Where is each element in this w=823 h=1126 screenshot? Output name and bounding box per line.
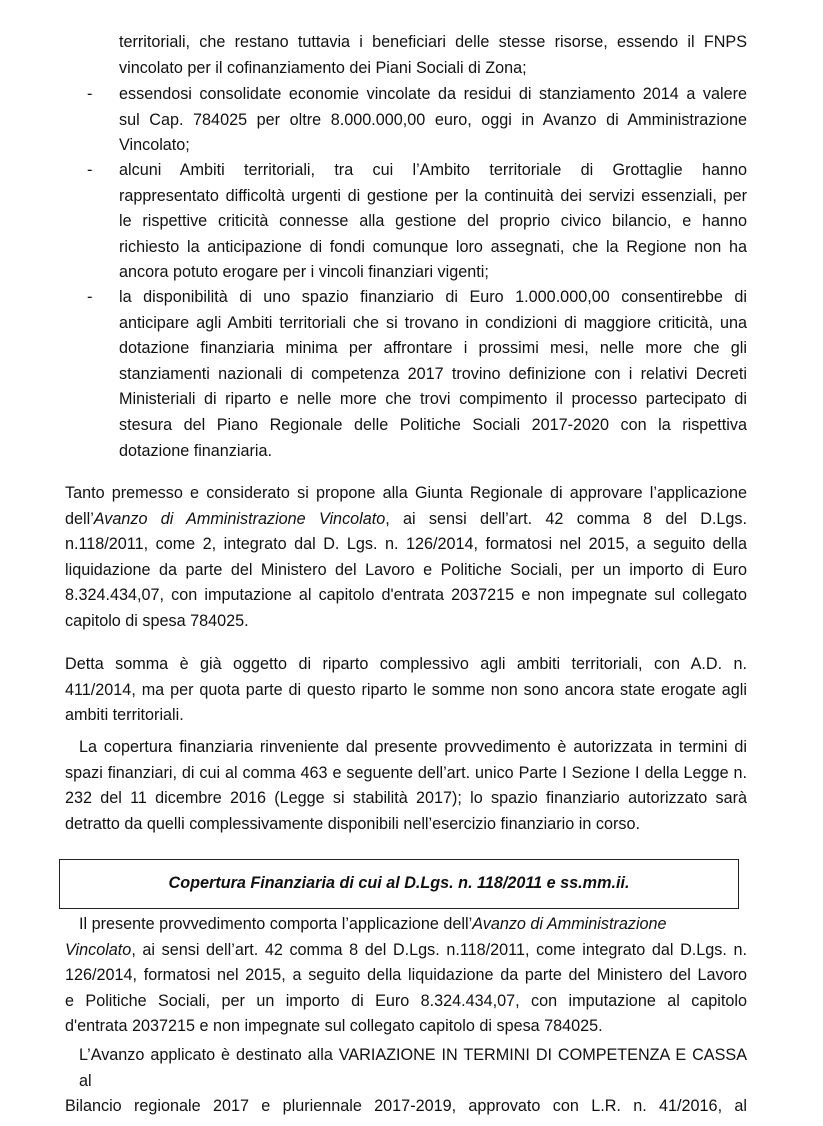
bullet-item — [87, 285, 747, 464]
bullet-item — [87, 82, 747, 159]
section-heading-box — [59, 859, 739, 909]
text-line: capitolo di spesa 784025. — [65, 611, 249, 630]
text-line: richiesto la anticipazione di fondi comunque loro assegnati, che la Regione non ha — [119, 237, 747, 256]
text-line — [65, 938, 747, 964]
text-segment: Il presente provvedimento comporta l’applicazione dell’ — [79, 915, 473, 933]
text-line: liquidazione da parte del Ministero del Lavoro e Politiche Sociali, per un importo di Euro — [65, 560, 747, 579]
text-line: Bilancio regionale 2017 e pluriennale 2017-2019, approvato con L.R. n. 41/2016, al — [65, 1097, 747, 1116]
bullet-text — [119, 158, 747, 286]
bullet-item — [87, 158, 747, 286]
text-line: sul Cap. 784025 per oltre 8.000.000,00 euro, oggi in Avanzo di Amministrazione — [119, 110, 747, 129]
bullet-dash: - — [87, 161, 93, 179]
text-line: le rispettive criticità connesse alla gestione del proprio civico bilancio, e hanno — [119, 212, 747, 231]
section-heading: Copertura Finanziaria di cui al D.Lgs. n. 118/2011 e ss.mm.ii. — [168, 874, 630, 892]
text-line: alcuni Ambiti territoriali, tra cui l’Ambito territoriale di Grottaglie hanno — [119, 161, 747, 179]
text-line: territoriali, che restano tuttavia i beneficiari delle stesse risorse, essendo il FNPS — [119, 33, 747, 51]
text-line: ancora potuto erogare per i vincoli finanziari vigenti; — [119, 263, 489, 282]
paragraph-financial-coverage — [65, 912, 747, 1040]
text-line: anticipare agli Ambiti territoriali che si trovano in condizioni di maggiore criticità, una — [119, 313, 747, 332]
text-line: 126/2014, formatosi nel 2015, a seguito della liquidazione da parte del Ministero del Lavoro — [65, 966, 747, 985]
text-line — [65, 912, 747, 938]
bullet-dash: - — [87, 85, 93, 103]
paragraph-proposal — [65, 481, 747, 635]
text-line: d'entrata 2037215 e non impegnate sul collegato capitolo di spesa 784025. — [65, 1017, 603, 1036]
text-line: dotazione finanziaria minima per affrontare i prossimi mesi, nelle more che gli — [119, 339, 747, 358]
text-line: stesura del Piano Regionale delle Politiche Sociali 2017-2020 con la rispettiva — [119, 415, 747, 434]
text-line: L’Avanzo applicato è destinato alla VARIAZIONE IN TERMINI DI COMPETENZA E CASSA al — [79, 1046, 747, 1090]
text-line: stanziamenti nazionali di competenza 2017 trovino definizione con i relativi Decreti — [119, 364, 747, 383]
emphasis-text: Vincolato — [65, 940, 132, 959]
text-line: vincolato per il cofinanziamento dei Piani Sociali di Zona; — [119, 58, 527, 77]
paragraph-variation — [65, 1043, 747, 1120]
text-segment: , ai sensi dell’art. 42 comma 8 del D.Lgs. — [385, 509, 747, 528]
bullet-dash: - — [87, 288, 93, 306]
text-segment: , ai sensi dell’art. 42 comma 8 del D.Lgs. n.118/2011, come integrato dal D.Lgs. n. — [131, 940, 747, 959]
text-line: essendosi consolidate economie vincolate da residui di stanziamento 2014 a valere — [119, 85, 747, 103]
text-segment: dell’ — [65, 509, 94, 528]
text-line: ambiti territoriali. — [65, 706, 184, 725]
bullet-text — [119, 82, 747, 159]
paragraph-coverage — [65, 735, 747, 837]
emphasis-text: Avanzo di Amministrazione — [472, 915, 667, 933]
text-line: La copertura finanziaria rinveniente dal presente provvedimento è autorizzata in termini di — [79, 738, 747, 756]
text-line: Vincolato; — [119, 136, 190, 155]
text-line: n.118/2011, come 2, integrato dal D. Lgs. n. 126/2014, formatosi nel 2015, a seguito della — [65, 535, 747, 554]
text-line: Detta somma è già oggetto di riparto complessivo agli ambiti territoriali, con A.D. n. — [65, 655, 747, 673]
text-line: spazi finanziari, di cui al comma 463 e seguente dell’art. unico Parte I Sezione I della Legge n. — [65, 763, 747, 782]
text-line: rappresentato difficoltà urgenti di gestione per la continuità dei servizi essenziali, per — [119, 186, 747, 205]
text-line: dotazione finanziaria. — [119, 441, 272, 460]
bullet-text — [119, 285, 747, 464]
paragraph-allocation — [65, 652, 747, 729]
text-line: 232 del 11 dicembre 2016 (Legge si stabilità 2017); lo spazio finanziario autorizzato sarà — [65, 789, 747, 808]
text-line: detratto da quelli complessivamente disponibili nell’esercizio finanziario in corso. — [65, 814, 640, 833]
text-line: Ministeriali di riparto e nelle more che trovi compimento il processo partecipato di — [119, 390, 747, 409]
text-line: la disponibilità di uno spazio finanziario di Euro 1.000.000,00 consentirebbe di — [119, 288, 747, 306]
text-line — [65, 507, 747, 533]
bullet-continuation — [119, 30, 747, 81]
text-line: 411/2014, ma per quota parte di questo riparto le somme non sono ancora state erogate agli — [65, 680, 747, 699]
text-line: Tanto premesso e considerato si propone alla Giunta Regionale di approvare l’applicazione — [65, 484, 747, 502]
text-line: e Politiche Sociali, per un importo di Euro 8.324.434,07, con imputazione al capitolo — [65, 991, 747, 1010]
emphasis-text: Avanzo di Amministrazione Vincolato — [93, 509, 386, 528]
text-line: 8.324.434,07, con imputazione al capitolo d'entrata 2037215 e non impegnate sul collegato — [65, 586, 747, 605]
